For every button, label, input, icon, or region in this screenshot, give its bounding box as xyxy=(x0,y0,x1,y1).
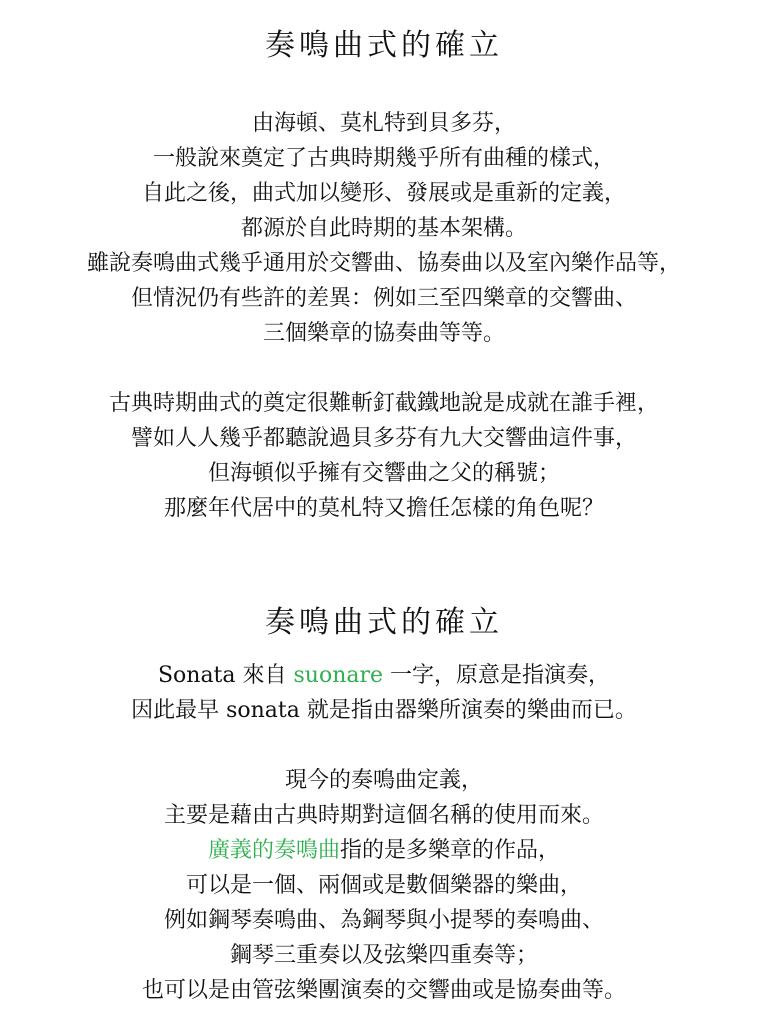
text-line: 雖說奏鳴曲式幾乎通用於交響曲、協奏曲以及室內樂作品等， xyxy=(86,251,681,276)
text-segment: Sonata 來自 xyxy=(157,663,294,688)
text-line xyxy=(0,833,768,868)
text-line: 由海頓、莫札特到貝多芬， xyxy=(251,111,516,136)
text-line: 例如鋼琴奏鳴曲、為鋼琴與小提琴的奏鳴曲、 xyxy=(163,908,604,933)
text-line: 但情況仍有些許的差異：例如三至四樂章的交響曲、 xyxy=(130,286,637,311)
text-line: 可以是一個、兩個或是數個樂器的樂曲， xyxy=(185,873,582,898)
intro-paragraph xyxy=(0,106,768,351)
text-line: 古典時期曲式的奠定很難斬釘截鐵地說是成就在誰手裡， xyxy=(108,391,659,416)
text-line: 鋼琴三重奏以及弦樂四重奏等； xyxy=(229,943,538,968)
definition-paragraph xyxy=(0,763,768,1008)
section-sonata-definition xyxy=(0,603,768,1008)
text-segment: 一字，原意是指演奏， xyxy=(383,663,611,688)
question-paragraph xyxy=(0,386,768,526)
text-line: 也可以是由管弦樂團演奏的交響曲或是協奏曲等。 xyxy=(141,978,626,1003)
section-classical-form xyxy=(0,26,768,526)
text-line: 主要是藉由古典時期對這個名稱的使用而來。 xyxy=(163,803,604,828)
text-line: 因此最早 sonata 就是指由器樂所演奏的樂曲而已。 xyxy=(131,698,637,723)
text-segment: 指的是多樂章的作品， xyxy=(340,838,561,863)
text-line: 自此之後，曲式加以變形、發展或是重新的定義， xyxy=(141,181,626,206)
text-line: 現今的奏鳴曲定義， xyxy=(284,768,483,793)
text-line: 都源於自此時期的基本架構。 xyxy=(240,216,527,241)
text-line: 一般說來奠定了古典時期幾乎所有曲種的樣式， xyxy=(152,146,615,171)
text-line xyxy=(0,658,768,693)
highlighted-term: 廣義的奏鳴曲 xyxy=(207,838,340,863)
etymology-paragraph xyxy=(0,658,768,728)
highlighted-term: suonare xyxy=(293,663,384,688)
section-title: 奏鳴曲式的確立 xyxy=(265,605,503,640)
text-line: 但海頓似乎擁有交響曲之父的稱號； xyxy=(207,461,560,486)
text-line: 三個樂章的協奏曲等等。 xyxy=(262,321,505,346)
section-title: 奏鳴曲式的確立 xyxy=(265,28,503,63)
text-line: 那麼年代居中的莫札特又擔任怎樣的角色呢？ xyxy=(163,496,604,521)
text-line: 譬如人人幾乎都聽說過貝多芬有九大交響曲這件事， xyxy=(130,426,637,451)
